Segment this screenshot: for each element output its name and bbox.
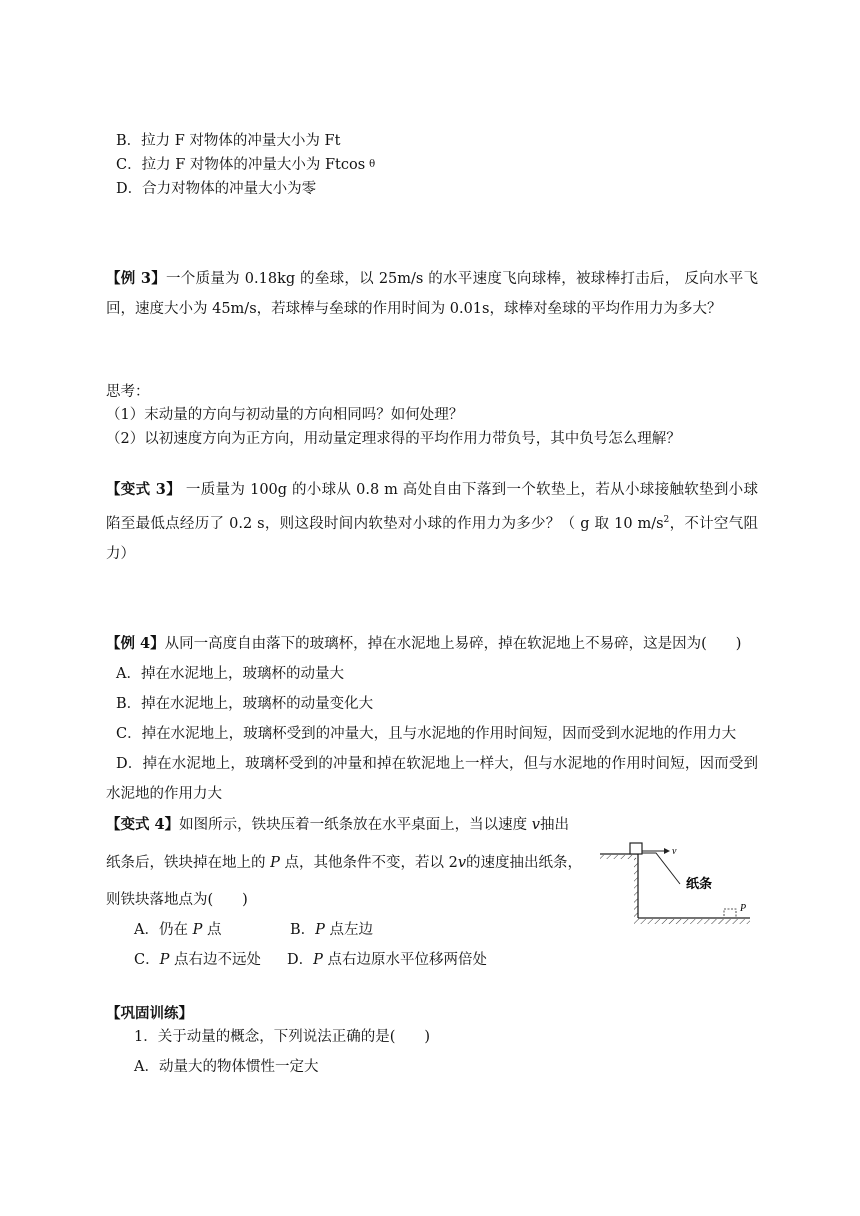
figure-p-label: P [740,903,747,914]
option-c-text: C． [134,952,160,968]
option-d-text: D． [287,952,314,968]
variant-4-option-b [290,919,373,941]
example-4-option-b: B．掉在水泥地上，玻璃杯的动量变化大 [116,696,374,712]
variant-4-option-a [134,919,221,941]
consolidation-q1-option-a: A．动量大的物体惯性一定大 [134,1059,319,1075]
option-c-text-post: 点右边不远处 [169,952,261,968]
variant-4-text-2b: 点，其他条件不变，若以 2 [279,855,458,871]
variant-3 [106,475,758,569]
figure-paper-label: 纸条 [686,877,713,892]
example-4 [106,629,758,659]
table-hatch [600,855,636,859]
variant-3-text-b: ，不计空气阻力） [106,515,758,562]
example-4-option-d: D．掉在水泥地上，玻璃杯受到的冲量和掉在软泥地上一样大，但与水泥地的作用时间短，因而受到水泥地的作用力大 [106,756,758,802]
option-a-text-post: 点 [202,922,222,938]
option-a-text: A．仍在 [134,922,193,938]
table-side-hatch [634,858,638,918]
option-d: D．合力对物体的冲量大小为零 [116,181,317,197]
variant-4-line-2 [106,852,582,874]
point-p-symbol: P [159,952,170,968]
option-c-text: C．拉力 F 对物体的冲量大小为 Ftcos [116,157,366,173]
example-4-option-c: C．掉在水泥地上，玻璃杯受到的冲量大，且与水泥地的作用时间短，因而受到水泥地的作用力大 [116,726,737,742]
variant-3-tag: 【变式 3】 [106,481,182,498]
variant-4-tag: 【变式 4】 [106,816,180,833]
option-b-text: B． [290,922,316,938]
iron-block [630,843,642,854]
variant-4-text-1a: 如图所示，铁块压着一纸条放在水平桌面上，当以速度 [179,817,532,833]
variant-4-line-1 [106,814,569,836]
arrow-head-icon [664,848,670,854]
theta-symbol: θ [369,159,376,170]
variant-4-option-c [134,949,261,971]
velocity-symbol: v [457,855,467,871]
thinking-title: 思考： [106,384,150,400]
velocity-symbol: v [531,817,540,833]
ground-hatch [634,919,750,924]
option-d-text-post: 点右边原水平位移两倍处 [322,952,488,968]
point-p-symbol: P [270,855,280,871]
consolidation-q1: 1．关于动量的概念，下列说法正确的是( ) [134,1029,431,1045]
example-3 [106,264,758,324]
example-3-text: 一个质量为 0.18kg 的垒球，以 25m/s 的水平速度飞向球棒，被球棒打击后， 反向水平飞回，速度大小为 45m/s，若球棒与垒球的作用时间为 0.01s，球棒对垒球的平均作用力为多大？ [106,271,758,317]
point-p-symbol: P [315,922,325,938]
consolidation-title: 【巩固训练】 [106,1005,193,1022]
variant-3-text-a: 一质量为 100g 的小球从 0.8 m 高处自由下落到一个软垫上，若从小球接触软垫到小球陷至最低点经历了 0.2 s，则这段时间内软垫对小球的作用力为多少？（ g 取 10 m/s [106,482,758,532]
paper-strip [642,853,680,884]
superscript-2: 2 [663,515,670,525]
point-p-symbol: P [313,952,323,968]
option-b-text-post: 点左边 [324,922,374,938]
option-c [116,155,375,175]
example-4-text: 从同一高度自由落下的玻璃杯，掉在水泥地上易碎，掉在软泥地上不易碎，这是因为( ) [164,636,742,652]
variant-4-text-1b: 抽出 [539,817,569,833]
variant-4-text-2a: 纸条后，铁块掉在地上的 [106,855,271,871]
example-3-tag: 【例 3】 [106,270,167,287]
table-paper-diagram [600,830,760,930]
example-4-option-a: A．掉在水泥地上，玻璃杯的动量大 [116,666,344,682]
example-4-tag: 【例 4】 [106,635,165,652]
figure-v-label: v [672,846,677,857]
variant-4-text-2c: 的速度抽出纸条， [466,855,583,871]
option-b: B．拉力 F 对物体的冲量大小为 Ft [116,133,341,149]
point-p-symbol: P [192,922,203,938]
thinking-q2: （2）以初速度方向为正方向，用动量定理求得的平均作用力带负号，其中负号怎么理解？ [106,431,681,447]
landing-point-marker [724,909,736,918]
thinking-q1: （1）末动量的方向与初动量的方向相同吗？如何处理？ [106,407,464,423]
variant-4-option-d [287,949,487,971]
variant-4-line-3: 则铁块落地点为( ) [106,892,248,908]
